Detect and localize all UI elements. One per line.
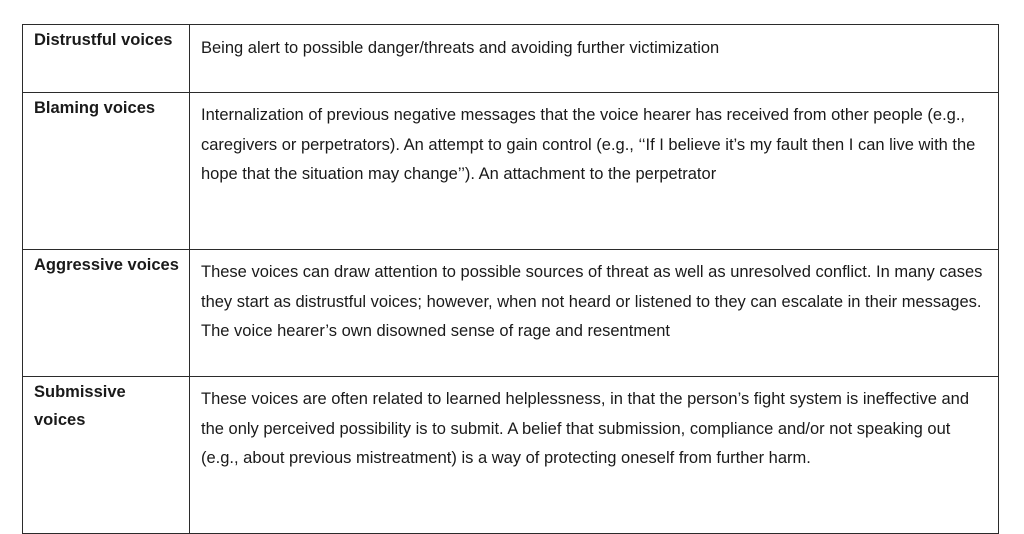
term-aggressive-voices: Aggressive voices [23,250,190,377]
description-submissive-voices: These voices are often related to learned helplessness, in that the person’s fight system is ineffective and the only perceived possibility is to submit. A belief that submission, compliance and/or not speaking out (e.g., about previous mistreatment) is a way of protecting oneself from further harm. [190,377,999,534]
table-row [23,93,999,250]
term-blaming-voices: Blaming voices [23,93,190,250]
description-aggressive-voices: These voices can draw attention to possible sources of threat as well as unresolved conflict. In many cases they start as distrustful voices; however, when not heard or listened to they can escalate in their messages. The voice hearer’s own disowned sense of rage and resentment [190,250,999,377]
voices-table [22,24,999,534]
description-blaming-voices: Internalization of previous negative messages that the voice hearer has received from other people (e.g., caregivers or perpetrators). An attempt to gain control (e.g., ‘‘If I believe it’s my fault then I can live with the hope that the situation may change’’). An attachment to the perpetrator [190,93,999,250]
description-distrustful-voices: Being alert to possible danger/threats and avoiding further victimization [190,25,999,93]
term-submissive-voices: Submissive voices [23,377,190,534]
term-distrustful-voices: Distrustful voices [23,25,190,93]
table-row [23,250,999,377]
table-row [23,377,999,534]
table-row [23,25,999,93]
